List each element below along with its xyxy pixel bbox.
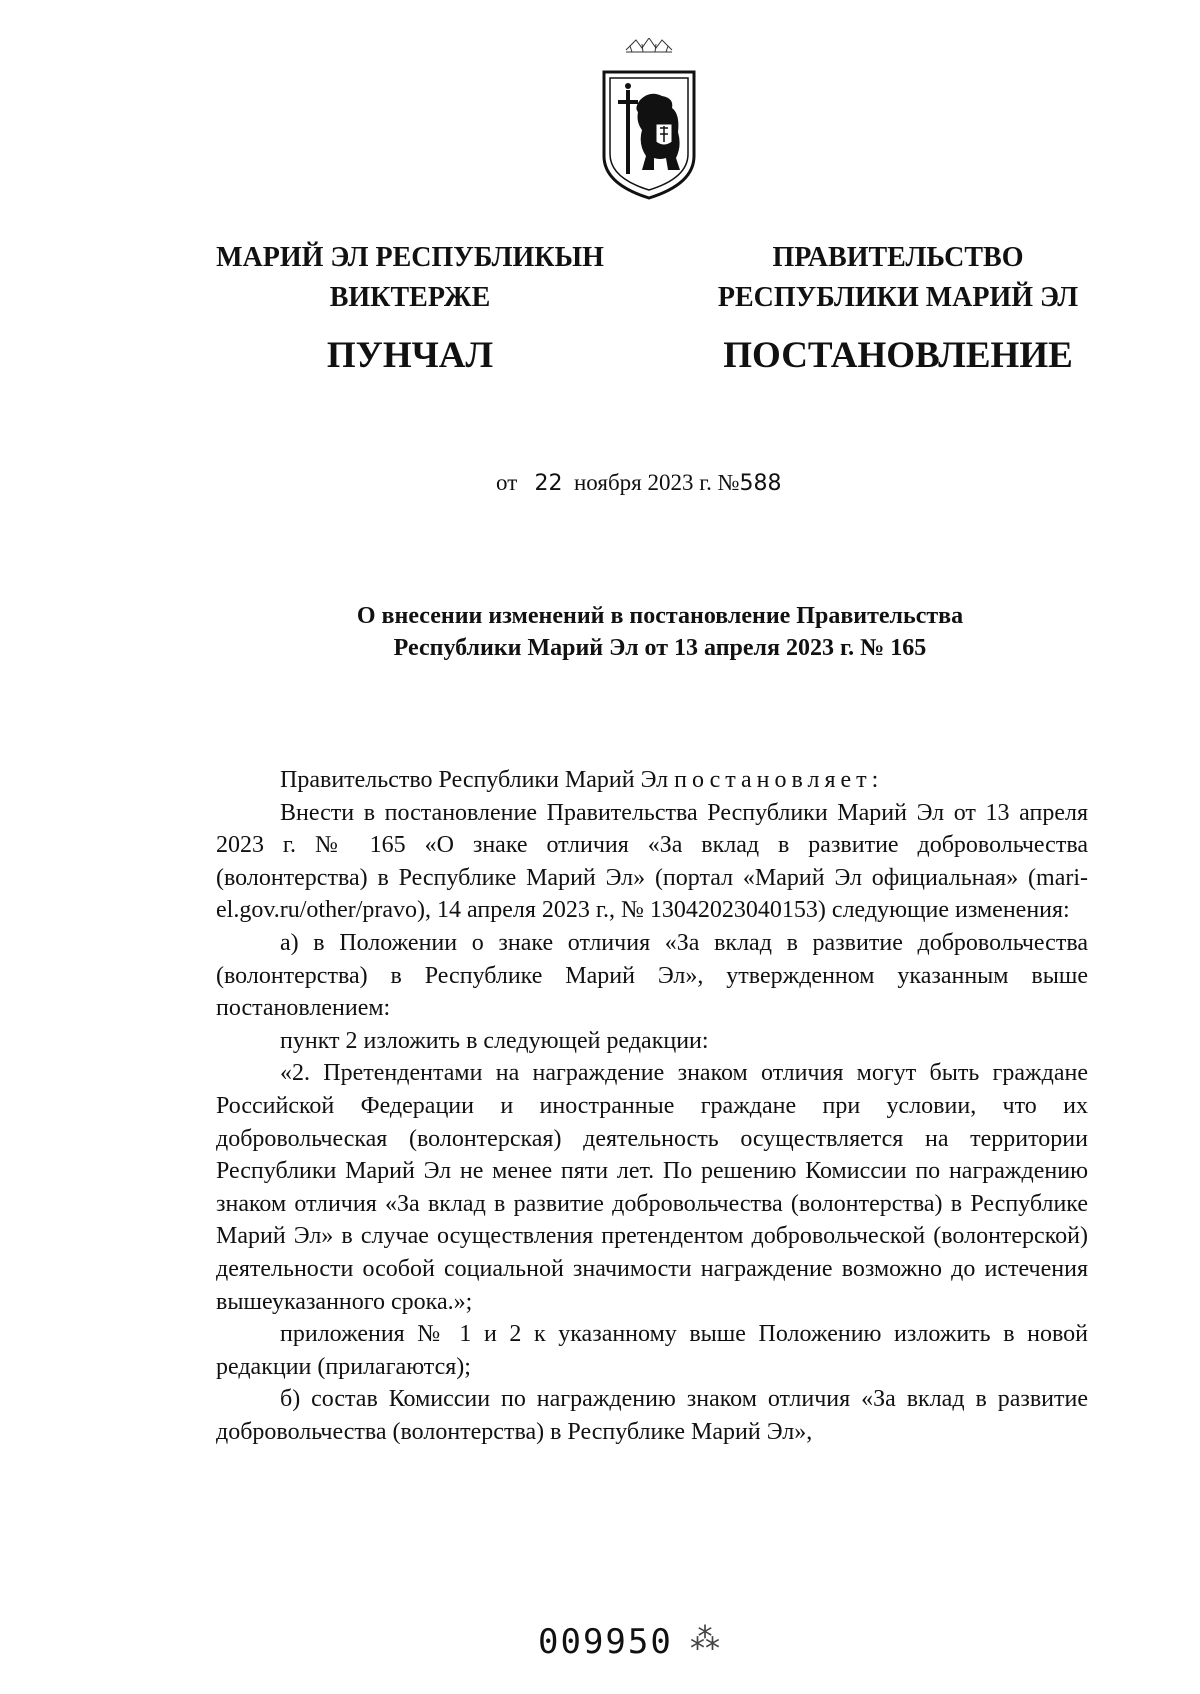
date-prefix: от xyxy=(496,470,518,495)
document-body xyxy=(216,764,1088,1448)
header-mari-line2: ВИКТЕРЖЕ xyxy=(329,282,491,313)
header-russian-line1: ПРАВИТЕЛЬСТВО xyxy=(772,242,1024,273)
document-title xyxy=(230,600,1090,664)
paragraph-item-a: а) в Положении о знаке отличия «За вклад в развитие добровольчества (волонтерства) в Республике Марий Эл», утвержденном указанным выше постановлением: xyxy=(216,929,1088,1022)
header-russian-doc-type: ПОСТАНОВЛЕНИЕ xyxy=(723,335,1073,376)
header-mari-doc-type: ПУНЧАЛ xyxy=(326,335,494,376)
title-line1: О внесении изменений в постановление Правительства xyxy=(356,603,964,629)
title-line2: Республики Марий Эл от 13 апреля 2023 г. № 165 xyxy=(393,635,927,661)
resolves-subject: Правительство Республики Марий Эл xyxy=(280,767,675,793)
header-mari xyxy=(180,238,640,378)
resolves-verb: постановляет: xyxy=(674,767,884,793)
form-serial-number: 009950 xyxy=(538,1622,673,1662)
paragraph-resolves xyxy=(216,764,1088,797)
date-day: 22 xyxy=(534,471,563,496)
paragraph-point-2: пункт 2 изложить в следующей редакции: xyxy=(280,1027,709,1054)
paragraph-item-b: б) состав Комиссии по награждению знаком отличия «За вклад в развитие добровольчества (волонтерства) в Республике Марий Эл», xyxy=(216,1386,1088,1445)
paragraph-appendices: приложения № 1 и 2 к указанному выше Положению изложить в новой редакции (прилагаются); xyxy=(216,1321,1088,1380)
header-mari-line1: МАРИЙ ЭЛ РЕСПУБЛИКЫН xyxy=(216,242,604,273)
header-russian-line2: РЕСПУБЛИКИ МАРИЙ ЭЛ xyxy=(717,282,1079,313)
date-rest: ноября 2023 г. № xyxy=(574,470,740,495)
document-date-line xyxy=(496,470,782,496)
paragraph-amend: Внести в постановление Правительства Республики Марий Эл от 13 апреля 2023 г. № 165 «О знаке отличия «За вклад в развитие добровольчества (волонтерства) в Республике Марий Эл» (портал «Марий Эл официальная» (mari-el.gov.ru/other/pravo), 14 апреля 2023 г., № 13042023040153) следующие изменения: xyxy=(216,799,1088,924)
asterisk-ornament-icon: ⁂ xyxy=(690,1622,720,1657)
coat-of-arms-icon xyxy=(596,38,702,210)
header-russian xyxy=(668,238,1128,378)
document-number: 588 xyxy=(739,471,782,496)
paragraph-point-2-text: «2. Претендентами на награждение знаком отличия могут быть граждане Российской Федерации и иностранные граждане при условии, что их добровольческая (волонтерская) деятельность осуществляется на территории Республики Марий Эл не менее пяти лет. По решению Комиссии по награждению знаком отличия «За вклад в развитие добровольчества (волонтерства) в Республике Марий Эл» в случае осуществления претендентом добровольческой (волонтерской) деятельности особой социальной значимости награждение возможно до истечения вышеуказанного срока.»; xyxy=(216,1060,1088,1315)
